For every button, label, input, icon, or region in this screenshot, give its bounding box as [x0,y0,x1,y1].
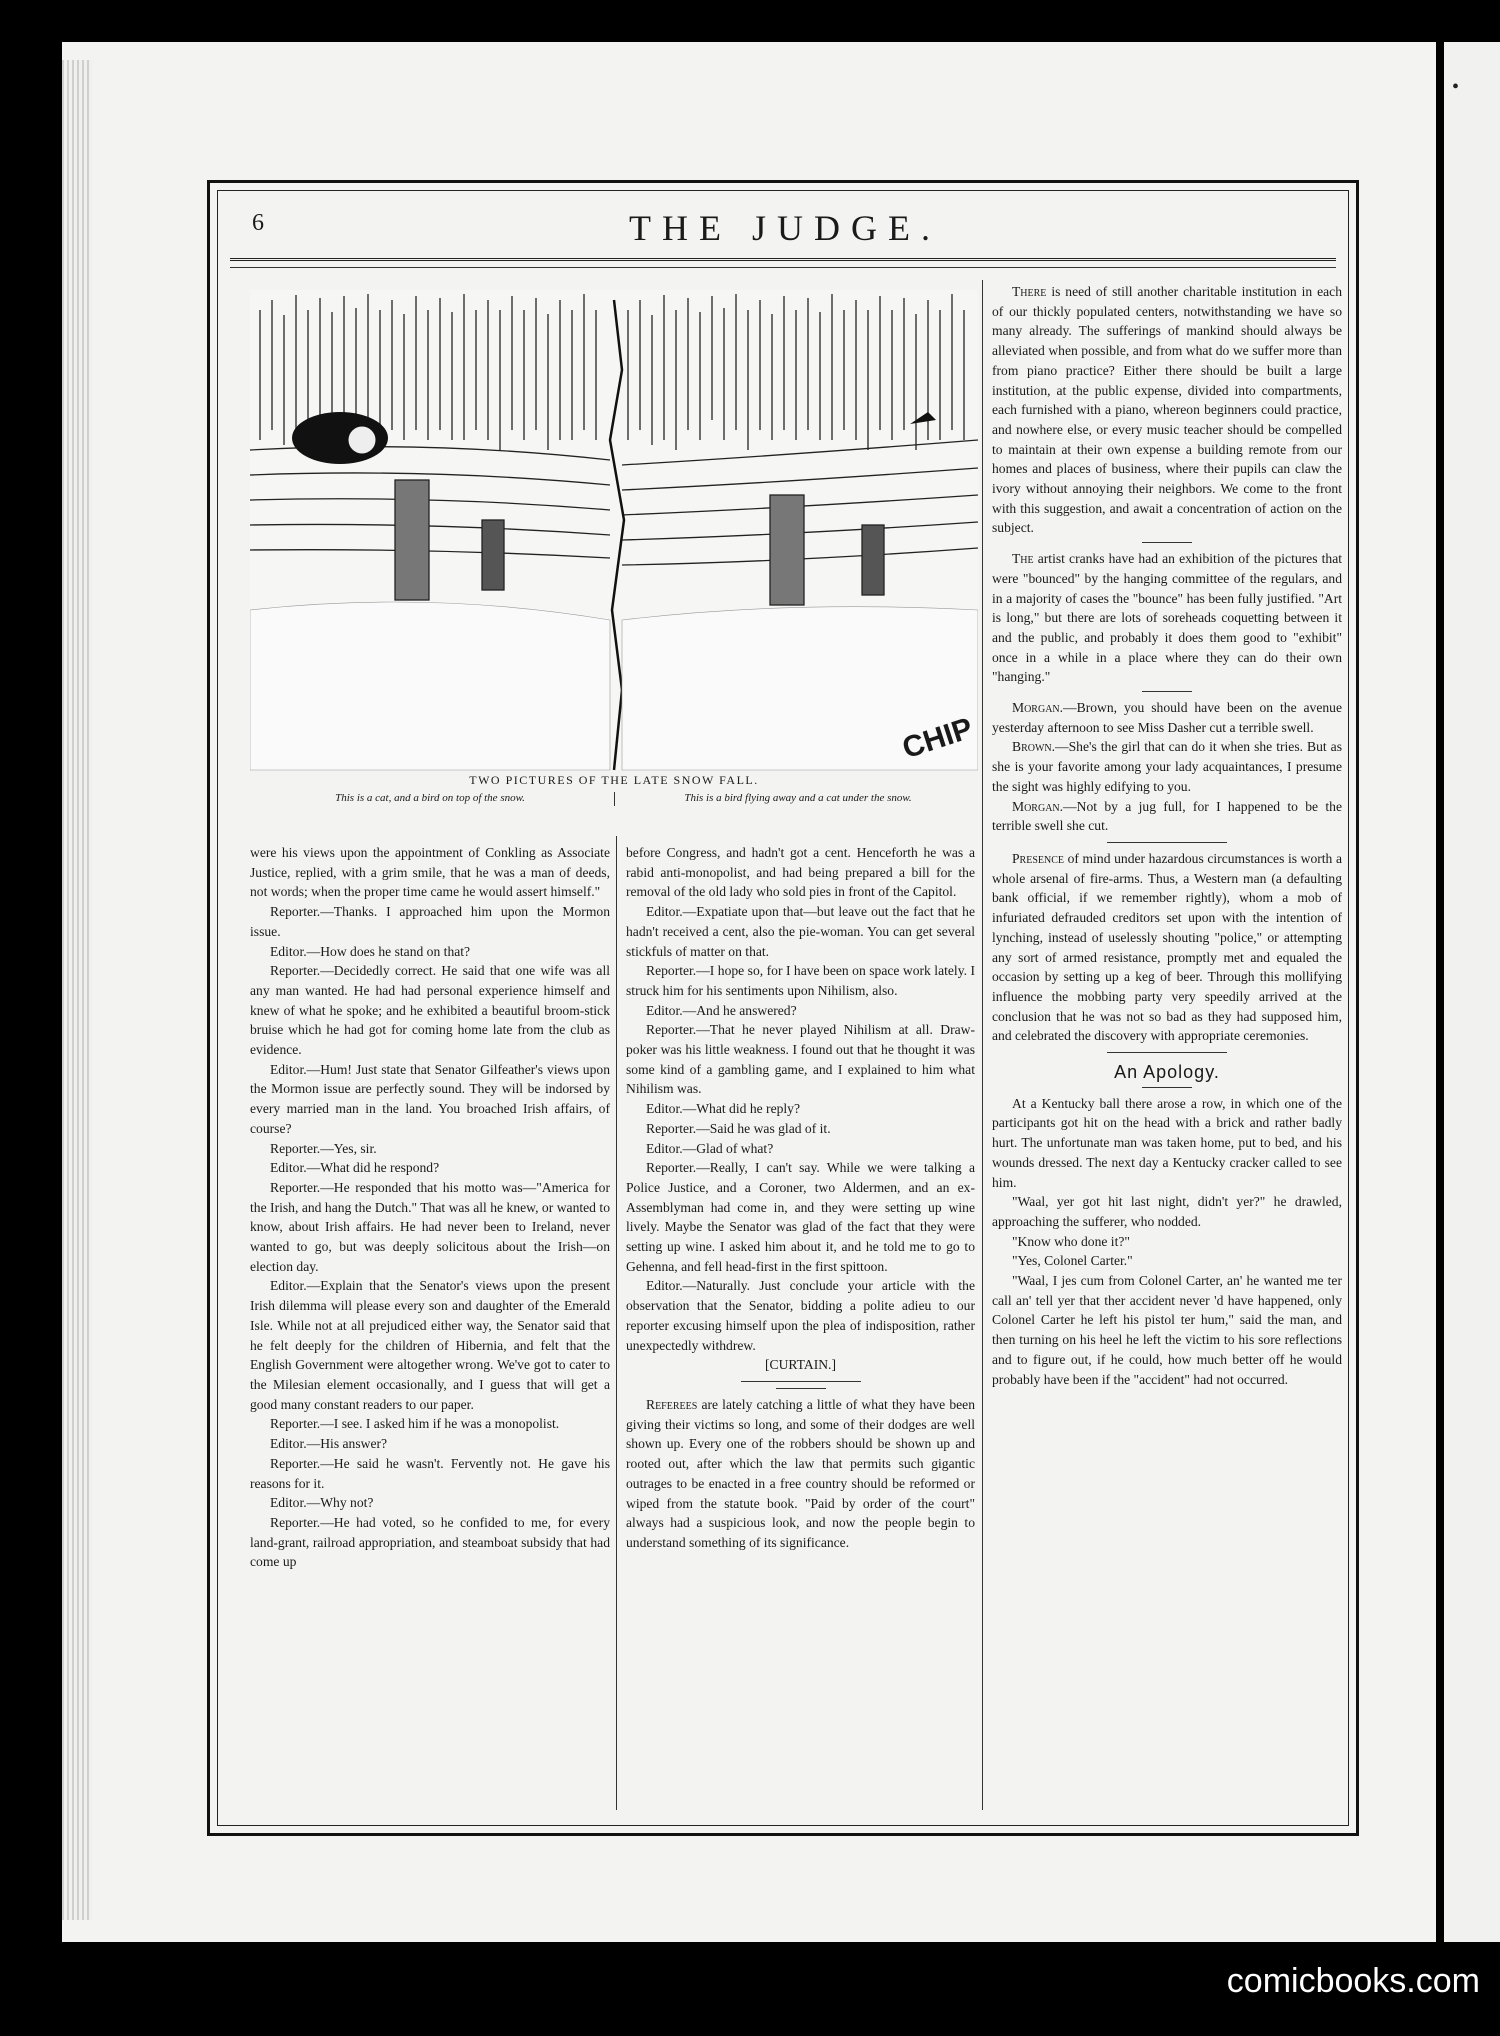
paragraph: Reporter.—Really, I can't say. While we were talking a Police Justice, and a Coroner, two Aldermen, and an ex-Assemblyman had come in, and they were setting up wine lively. Maybe the Senator was glad of the fact that they were setting up wine. I asked him about it, and he told me to go to Gehenna, and fell head-first in the first spittoon. [626,1160,975,1274]
paragraph: before Congress, and hadn't got a cent. Henceforth he was a rabid anti-monopolist, and had being prepared a bill for the removal of the old lady who sold pies in front of the Capitol. [626,845,975,900]
paragraph-presence [992,849,1342,1046]
paragraph: Editor.—What did he respond? [270,1160,440,1176]
header-rule-thin [230,267,1336,268]
illustration-subcaption-right: This is a bird flying away and a cat under the snow. [684,792,912,804]
paragraph-there [992,282,1342,538]
column-divider [982,280,983,1810]
dialogue-line [992,737,1342,796]
paragraph-text: are lately catching a little of what they have been giving their victims so long, and some of their dodges are well shown up. Every one of the robbers should be shown up and rooted out, after which the law that permits such gigantic outrages to be enacted in a free country should be reformed or wiped from the statute book. "Paid by order of the court" always had a suspicious look, and now the people begin to understand something of its significance. [626,1396,975,1550]
section-rule [1142,1087,1192,1088]
section-rule [776,1388,826,1389]
paragraph: Reporter.—Yes, sir. [270,1140,377,1156]
watermark: comicbooks.com [1226,1962,1480,2000]
paragraph: Reporter.—He said he wasn't. Fervently not. He gave his reasons for it. [250,1455,610,1491]
dialogue-text: —Not by a jug full, for I happened to be the terrible swell she cut. [992,798,1342,834]
paragraph: Reporter.—He had voted, so he confided to me, for every land-grant, railroad appropriation, and steamboat subsidy that had come up [250,1514,610,1570]
paragraph: Reporter.—I hope so, for I have been on space work lately. I struck him for his sentiments upon Nihilism, also. [626,963,975,998]
paragraph: "Waal, I jes cum from Colonel Carter, an' he wanted me ter call an' tell yer that ther accident never 'd have happened, only Colonel Carter he left his pistol ter hum," said the man, and then turning on his heel he left the victim to his sore reflections and to figure out, if he could, how much better off he would probably have been if the "accident" had not occurred. [992,1273,1342,1387]
paragraph: Editor.—Hum! Just state that Senator Gilfeather's views upon the Mormon issue are perfectly sound. They will be indorsed by every married man in the land. You broached Irish affairs, of course? [250,1061,610,1136]
paragraph: Reporter.—I see. I asked him if he was a monopolist. [270,1416,560,1432]
column-divider [616,836,617,1810]
lead-word: There [1012,284,1047,299]
paragraph: Editor.—Why not? [270,1495,374,1511]
page-number: 6 [252,210,264,236]
section-rule [1142,542,1192,543]
paragraph: Editor.—His answer? [270,1436,388,1452]
paragraph: were his views upon the appointment of Conkling as Associate Justice, replied, with a grim smile, that he was a man of deeds, not words; when the proper time came he would assert himself." [250,845,610,900]
section-rule [1107,1052,1227,1053]
section-rule [1107,842,1227,843]
paragraph: Reporter.—Decidedly correct. He said that one wife was all any man wanted. He had had personal experience himself and knew of what he spoke; and he exhibited a beautiful broom-stick bruise which he had got for coming home late from the club as evidence. [250,963,610,1058]
column-1 [250,843,610,1572]
paragraph: Editor.—How does he stand on that? [270,943,471,959]
ink-mark: • [1452,76,1460,98]
facing-page-edge [1444,42,1500,1942]
gutter [1436,42,1444,1942]
speaker: Morgan. [1012,700,1064,716]
paragraph: At a Kentucky ball there arose a row, in which one of the participants got hit on the head with a brick and rather badly hurt. The unfortunate man was taken home, put to bed, and his wounds dressed. The next day a Kentucky cracker called to see him. [992,1095,1342,1190]
lead-word: Referees [646,1396,698,1412]
artist-signature: CHIP [898,711,977,766]
column-2 [626,843,975,1553]
paragraph: Editor.—Naturally. Just conclude your article with the observation that the Senator, bidding a polite adieu to our reporter excusing himself upon the plea of indisposition, rather unexpectedly withdrew. [626,1278,975,1353]
speaker: Brown. [1012,739,1056,755]
paragraph: "Know who done it?" [1012,1233,1130,1249]
dialogue-line [992,797,1342,836]
lead-word: The [1012,551,1034,567]
page-edges [62,60,92,1920]
paragraph-text: is need of still another charitable institution in each of our thickly populated centers, notwithstanding we have so many already. The sufferings of mankind should always be alleviated when possible, and from what do we suffer more than from piano practice? Either there should be built a large institution, at the public expense, divided into compartments, each furnished with a piano, whereon beginners could practice, and nowhere else, or every music teacher should be compelled to maintain at their own expense a building remote from our homes and places of business, where their pupils can claw the ivory without annoying their neighbors. We come to the front with this suggestion, and await a concentration of action on the subject. [992,284,1342,536]
paragraph: Reporter.—Thanks. I approached him upon the Mormon issue. [250,904,610,939]
illustration-subcaption-left: This is a cat, and a bird on top of the snow. [335,792,525,804]
column-3 [992,282,1342,1389]
lead-word: Presence [1012,850,1065,866]
paragraph: "Waal, yer got hit last night, didn't yer?" he drawled, approaching the sufferer, who nodded. [992,1194,1342,1229]
apology-heading: An Apology. [1114,1062,1220,1083]
paragraph: Editor.—Glad of what? [646,1140,774,1156]
section-rule [741,1381,861,1382]
paragraph-artist [992,549,1342,687]
illustration-caption: TWO PICTURES OF THE LATE SNOW FALL. [469,773,759,787]
subcaption-divider [614,792,615,806]
paragraph: Editor.—And he answered? [646,1002,797,1018]
masthead: THE JUDGE. [629,208,941,248]
curtain-line: [CURTAIN.] [765,1357,836,1373]
paragraph-text: artist cranks have had an exhibition of the pictures that were "bounced" by the hanging committee of the regulars, and in a majority of cases the "bounce" has been fully justified. "Art is long," but there are lots of soreheads coquetting between it and the public, and probably it does them good to "exhibit" once in a while in a place where they can do their own "hanging." [992,551,1342,685]
paragraph: Reporter.—That he never played Nihilism at all. Draw-poker was his little weakness. I found out that he thought it was some kind of a gambling game, and I explained to him what Nihilism was. [626,1022,975,1097]
paragraph: Editor.—What did he reply? [646,1101,801,1117]
dialogue-text: —Brown, you should have been on the avenue yesterday afternoon to see Miss Dasher cut a terrible swell. [992,700,1342,735]
paragraph-referees [626,1395,975,1553]
dialogue-line [992,698,1342,737]
paragraph: Reporter.—He responded that his motto was—"America for the Irish, and hang the Dutch." That was all he knew, or wanted to know, about Irish affairs. He had never been to Ireland, never wanted to go, but was deeply solicitous about the Irish—on election day. [250,1179,610,1274]
header-rule [230,258,1336,261]
paragraph: Editor.—Expatiate upon that—but leave out the fact that he hadn't received a cent, also the pie-woman. You can get several stickfuls of matter on that. [626,904,975,959]
paragraph: "Yes, Colonel Carter." [1012,1253,1133,1269]
dialogue-text: —She's the girl that can do it when she tries. But as she is your favorite among your lady acquaintances, I presume the sight was highly edifying to you. [992,739,1342,794]
snowfall-illustration [250,290,978,790]
paragraph: Editor.—Explain that the Senator's views upon the present Irish dilemma will please every son and daughter of the Emerald Isle. While not at all prejudiced either way, the Senator said that he felt deeply for the children of Hibernia, and felt that the English Government were altogether wrong. We've got to cater to the Milesian element occasionally, and I guess that will get a good many constant readers to our paper. [250,1278,610,1412]
paragraph: Reporter.—Said he was glad of it. [646,1120,831,1136]
section-rule [1142,691,1192,692]
speaker: Morgan. [1012,798,1064,814]
paragraph-text: of mind under hazardous circumstances is worth a whole arsenal of fire-arms. Thus, a Western man (a defaulting bank official, if we remember rightly), whom a mob of infuriated defrauded creditors set upon with the intention of lynching, instead of uselessly shouting "police," or attempting any sort of armed resistance, promptly met and equaled the occasion by setting up a keg of beer. Through this mollifying influence the mobbing party very speedily arrived at the conclusion that he was not so bad as they had supposed him, and celebrated the discovery with appropriate ceremonies. [992,850,1342,1044]
